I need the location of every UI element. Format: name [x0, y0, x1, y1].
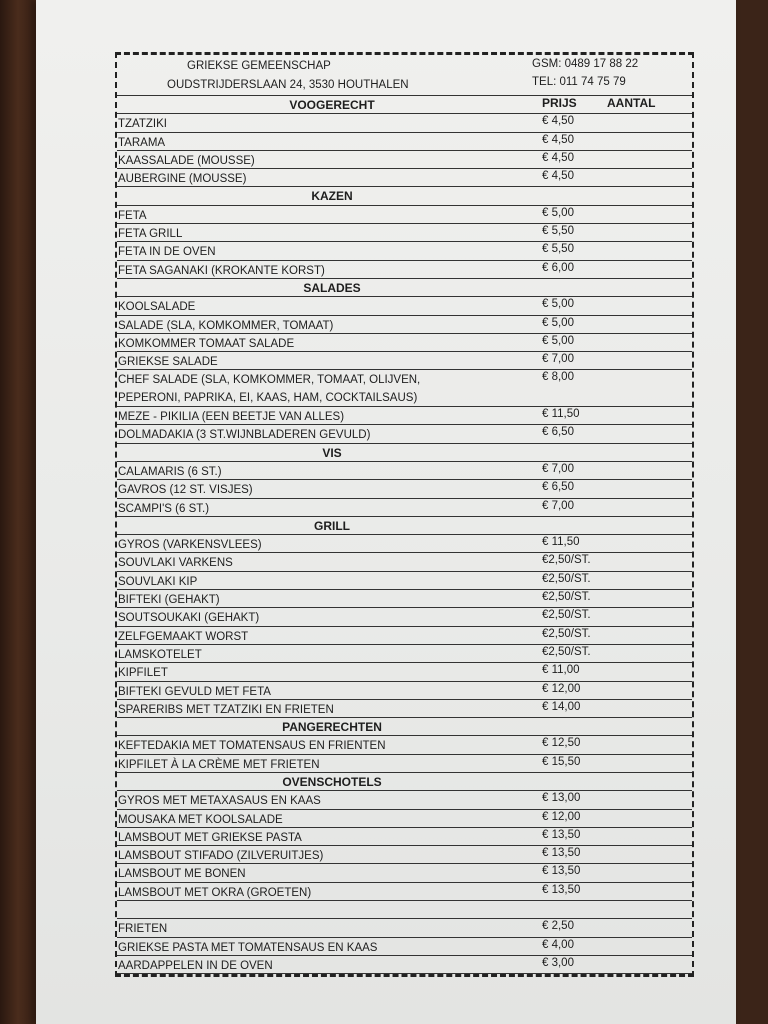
item-price: € 5,00: [542, 316, 574, 329]
menu-item-row[interactable]: [117, 334, 692, 352]
item-name: SCAMPI'S (6 ST.): [118, 502, 210, 515]
order-form: [115, 52, 694, 977]
item-name: KEFTEDAKIA MET TOMATENSAUS EN FRIENTEN: [118, 740, 386, 753]
item-name: GRIEKSE PASTA MET TOMATENSAUS EN KAAS: [118, 941, 378, 954]
section-header-vis: [117, 444, 692, 462]
item-price: € 6,50: [542, 481, 574, 494]
menu-item-row[interactable]: [117, 645, 692, 663]
item-name: GRIEKSE SALADE: [118, 356, 218, 369]
menu-item-row[interactable]: [117, 261, 692, 279]
blank-row: [117, 901, 692, 919]
menu-item-row[interactable]: [117, 407, 692, 425]
item-name: FETA IN DE OVEN: [118, 246, 216, 259]
menu-item-row[interactable]: [117, 663, 692, 681]
section-header-pangerechten: [117, 718, 692, 736]
item-price: € 6,00: [542, 261, 574, 274]
item-name: AUBERGINE (MOUSSE): [118, 173, 247, 186]
menu-item-row[interactable]: [117, 169, 692, 187]
item-price: € 15,50: [542, 755, 581, 768]
item-price: € 14,00: [542, 700, 581, 713]
section-title: GRILL: [314, 518, 350, 533]
item-price: € 12,00: [542, 810, 581, 823]
item-price: € 3,00: [542, 956, 574, 969]
menu-item-row[interactable]: [117, 810, 692, 828]
item-name: KIPFILET: [118, 667, 168, 680]
item-name: FETA SAGANAKI (KROKANTE KORST): [118, 264, 325, 277]
item-name: DOLMADAKIA (3 ST.WIJNBLADEREN GEVULD): [118, 429, 371, 442]
menu-item-row[interactable]: [117, 316, 692, 334]
item-price: € 11,00: [542, 664, 580, 677]
item-price: € 4,00: [542, 938, 574, 951]
menu-item-row[interactable]: [117, 535, 692, 553]
item-name: FRIETEN: [118, 923, 168, 936]
item-name: SOUTSOUKAKI (GEHAKT): [118, 612, 260, 625]
gsm-number: GSM: 0489 17 88 22: [532, 58, 639, 70]
item-name: TARAMA: [118, 136, 166, 149]
menu-item-row[interactable]: [117, 791, 692, 809]
item-name: LAMSBOUT MET OKRA (GROETEN): [118, 886, 312, 899]
menu-item-row[interactable]: [117, 864, 692, 882]
item-price: € 4,50: [542, 115, 574, 128]
menu-item-row[interactable]: [117, 553, 692, 571]
item-price: € 5,00: [542, 334, 574, 347]
item-name: FETA GRILL: [118, 228, 183, 241]
section-header-salades: [117, 279, 692, 297]
item-price: € 4,50: [542, 170, 574, 183]
item-name-line2: PEPERONI, PAPRIKA, EI, KAAS, HAM, COCKTAILSAUS): [118, 392, 418, 405]
item-name: [118, 371, 420, 407]
menu-item-row[interactable]: [117, 883, 692, 901]
section-header-kazen: [117, 187, 692, 205]
item-price: € 12,00: [542, 682, 581, 695]
item-name: BIFTEKI GEVULD MET FETA: [118, 685, 271, 698]
menu-item-row[interactable]: [117, 736, 692, 754]
section-title: VIS: [322, 445, 342, 460]
item-name: MEZE - PIKILIA (EEN BEETJE VAN ALLES): [118, 411, 345, 424]
item-name: LAMSBOUT STIFADO (ZILVERUITJES): [118, 850, 324, 863]
item-name: KOMKOMMER TOMAAT SALADE: [118, 337, 295, 350]
section-header-voogerecht: [117, 96, 692, 114]
extra-item-row[interactable]: [117, 919, 692, 937]
menu-item-row[interactable]: [117, 480, 692, 498]
item-name: SOUVLAKI VARKENS: [118, 557, 233, 570]
menu-body: [117, 96, 692, 974]
item-price: € 13,00: [542, 792, 581, 805]
extra-item-row[interactable]: [117, 938, 692, 956]
item-name: KAASSALADE (MOUSSE): [118, 154, 255, 167]
menu-item-row[interactable]: [117, 297, 692, 315]
item-name: GAVROS (12 ST. VISJES): [118, 484, 253, 497]
menu-item-row[interactable]: [117, 133, 692, 151]
menu-item-row[interactable]: [117, 846, 692, 864]
item-price: €2,50/ST.: [542, 645, 591, 658]
item-price: € 13,50: [542, 883, 581, 896]
item-name: LAMSBOUT ME BONEN: [118, 868, 246, 881]
item-price: € 13,50: [542, 828, 581, 841]
extra-item-row[interactable]: [117, 956, 692, 974]
item-name: SOUVLAKI KIP: [118, 575, 198, 588]
item-price: € 11,50: [542, 408, 580, 421]
item-price: €2,50/ST.: [542, 572, 591, 585]
menu-item-row[interactable]: [117, 352, 692, 370]
item-name: SPARERIBS MET TZATZIKI EN FRIETEN: [118, 703, 334, 716]
item-price: € 5,50: [542, 243, 574, 256]
item-price: €2,50/ST.: [542, 627, 591, 640]
item-name: FETA: [118, 209, 147, 222]
section-title: OVENSCHOTELS: [282, 774, 382, 789]
address: OUDSTRIJDERSLAAN 24, 3530 HOUTHALEN: [167, 79, 409, 91]
menu-item-row[interactable]: [117, 224, 692, 242]
item-name: AARDAPPELEN IN DE OVEN: [118, 959, 273, 972]
item-name: KOOLSALADE: [118, 301, 196, 314]
menu-item-row[interactable]: [117, 700, 692, 718]
item-name: GYROS MET METAXASAUS EN KAAS: [118, 795, 321, 808]
item-name: ZELFGEMAAKT WORST: [118, 630, 249, 643]
item-price: €2,50/ST.: [542, 609, 591, 622]
item-name: LAMSBOUT MET GRIEKSE PASTA: [118, 831, 302, 844]
item-name-line1: CHEF SALADE (SLA, KOMKOMMER, TOMAAT, OLIJVEN,: [118, 374, 421, 387]
menu-item-row[interactable]: [117, 499, 692, 517]
menu-item-row[interactable]: [117, 828, 692, 846]
item-price: € 5,50: [542, 225, 574, 238]
menu-item-row[interactable]: [117, 590, 692, 608]
section-header-ovenschotels: [117, 773, 692, 791]
menu-item-row[interactable]: [117, 462, 692, 480]
menu-item-row[interactable]: [117, 682, 692, 700]
quantity-column-header: AANTAL: [607, 96, 656, 110]
section-title: VOOGERECHT: [289, 98, 375, 112]
item-name: MOUSAKA MET KOOLSALADE: [118, 813, 283, 826]
price-column-header: PRIJS: [542, 96, 577, 110]
form-header: [117, 55, 692, 96]
item-price: € 7,00: [542, 462, 574, 475]
item-name: CALAMARIS (6 ST.): [118, 465, 222, 478]
section-header-grill: [117, 517, 692, 535]
item-price: € 4,50: [542, 133, 574, 146]
item-name: LAMSKOTELET: [118, 648, 202, 661]
item-price: € 5,00: [542, 206, 574, 219]
item-price: € 13,50: [542, 847, 581, 860]
organization-name: GRIEKSE GEMEENSCHAP: [187, 60, 331, 72]
item-price: €2,50/ST.: [542, 591, 591, 604]
item-price: € 6,50: [542, 426, 574, 439]
section-title: SALADES: [303, 280, 361, 295]
menu-item-row[interactable]: [117, 425, 692, 443]
menu-item-row[interactable]: [117, 114, 692, 132]
section-title: KAZEN: [311, 189, 353, 204]
item-name: TZATZIKI: [118, 118, 167, 131]
item-price: € 7,00: [542, 353, 574, 366]
item-price: € 4,50: [542, 151, 574, 164]
item-price: € 8,00: [542, 371, 574, 384]
menu-item-row[interactable]: [117, 370, 692, 407]
tel-number: TEL: 011 74 75 79: [532, 76, 626, 88]
item-price: € 13,50: [542, 865, 581, 878]
item-price: € 11,50: [542, 536, 580, 549]
item-price: € 5,00: [542, 298, 574, 311]
menu-item-row[interactable]: [117, 151, 692, 169]
menu-item-row[interactable]: [117, 627, 692, 645]
menu-item-row[interactable]: [117, 206, 692, 224]
item-price: € 12,50: [542, 737, 581, 750]
section-title: PANGERECHTEN: [282, 720, 382, 735]
item-name: GYROS (VARKENSVLEES): [118, 539, 262, 552]
item-price: €2,50/ST.: [542, 554, 591, 567]
menu-item-row[interactable]: [117, 572, 692, 590]
item-name: SALADE (SLA, KOMKOMMER, TOMAAT): [118, 319, 334, 332]
menu-item-row[interactable]: [117, 608, 692, 626]
item-name: KIPFILET À LA CRÈME MET FRIETEN: [118, 758, 320, 771]
item-price: € 2,50: [542, 920, 574, 933]
menu-item-row[interactable]: [117, 755, 692, 773]
item-name: BIFTEKI (GEHAKT): [118, 594, 220, 607]
menu-item-row[interactable]: [117, 242, 692, 260]
item-price: € 7,00: [542, 499, 574, 512]
